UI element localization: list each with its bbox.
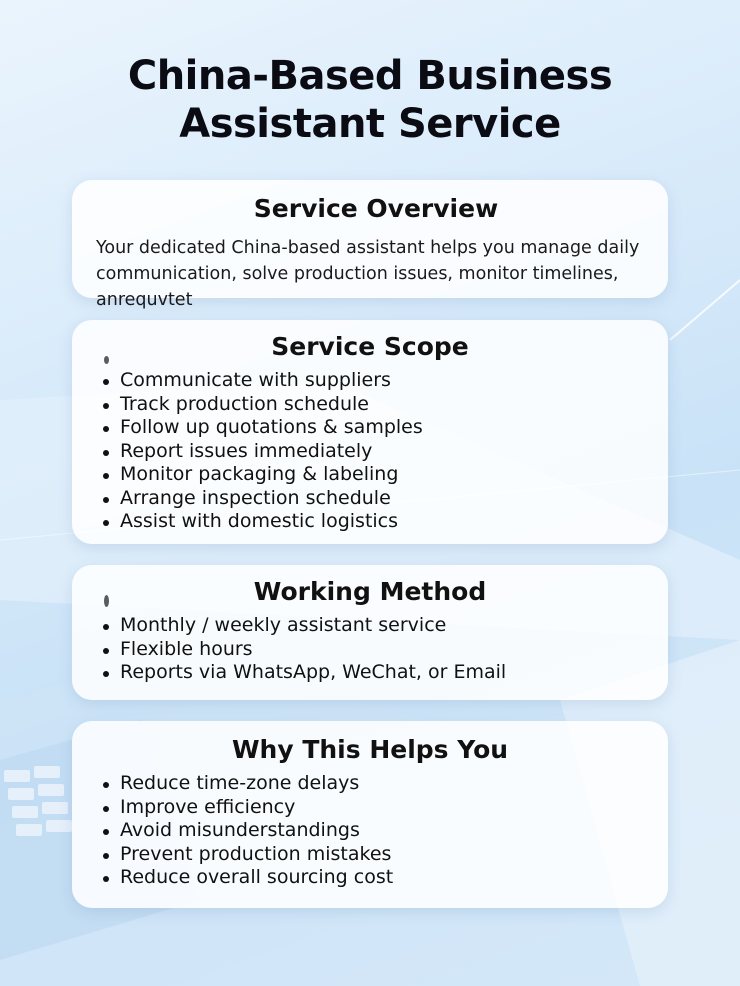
service-overview-card <box>72 180 668 310</box>
stray-dot-mark <box>104 356 109 364</box>
why-this-helps-list <box>100 772 668 890</box>
list-item: Reports via WhatsApp, WeChat, or Email <box>100 661 668 685</box>
why-this-helps-heading: Why This Helps You <box>231 735 509 764</box>
overview-text-line-1: Your dedicated China-based assistant helps you manage daily <box>96 238 640 258</box>
service-scope-list <box>100 369 668 534</box>
list-item: Avoid misunderstandings <box>100 819 668 843</box>
title-line-1: China-Based Business <box>127 53 613 99</box>
working-method-list <box>100 614 668 685</box>
working-method-heading: Working Method <box>253 577 487 606</box>
page-title <box>0 52 740 148</box>
list-item: Monthly / weekly assistant service <box>100 614 668 638</box>
list-item: Reduce time-zone delays <box>100 772 668 796</box>
stray-dot-mark <box>104 595 109 607</box>
title-line-2: Assistant Service <box>179 101 561 147</box>
service-scope-card <box>72 320 668 544</box>
service-overview-heading: Service Overview <box>253 194 499 223</box>
list-item: Follow up quotations & samples <box>100 416 668 440</box>
list-item: Prevent production mistakes <box>100 843 668 867</box>
list-item: Track production schedule <box>100 393 668 417</box>
list-item: Arrange inspection schedule <box>100 487 668 511</box>
why-this-helps-card <box>72 721 668 908</box>
working-method-card <box>72 565 668 700</box>
list-item: Report issues immediately <box>100 440 668 464</box>
service-overview-text <box>96 235 646 313</box>
list-item: Monitor packaging & labeling <box>100 463 668 487</box>
service-scope-heading: Service Scope <box>271 332 469 361</box>
list-item: Communicate with suppliers <box>100 369 668 393</box>
list-item: Assist with domestic logistics <box>100 510 668 534</box>
list-item: Reduce overall sourcing cost <box>100 866 668 890</box>
list-item: Flexible hours <box>100 638 668 662</box>
overview-text-line-2: communication, solve production issues, monitor timelines, anrequvtet <box>96 264 619 310</box>
list-item: Improve efficiency <box>100 796 668 820</box>
